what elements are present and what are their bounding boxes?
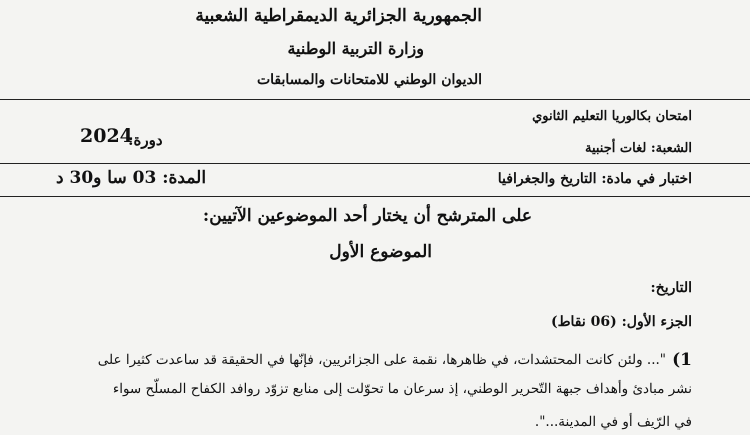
part-heading: الجزء الأول: (06 نقاط) (550, 314, 692, 330)
question-number: 1) (672, 350, 692, 370)
info-divider (0, 163, 750, 164)
quote-line-1: "... ولئن كانت المحتشدات، في ظاهرها، نقمة على الجزائريين، فإنّها في الحقيقة قد ساعدت كثيرا على (97, 352, 666, 368)
session-label: دورة: (128, 131, 163, 149)
quote-line-2: نشر مبادئ وأهداف جبهة التّحرير الوطني، إذ سرعان ما تحوّلت إلى منابع تزوّد روافد الكفاح المسلّح سواء (112, 381, 692, 397)
republic-title: الجمهورية الجزائرية الديمقراطية الشعبية (195, 6, 482, 26)
topic-title: الموضوع الأول (329, 242, 432, 262)
instruction-choose: على المترشح أن يختار أحد الموضوعين الآتيين: (202, 206, 532, 226)
history-heading: التاريخ: (650, 280, 692, 296)
duration: المدة: 03 سا و30 د (56, 168, 207, 188)
branch: الشعبة: لغات أجنبية (584, 141, 692, 156)
subject-divider (0, 196, 750, 197)
session-year: 2024 (80, 125, 133, 147)
ministry-title: وزارة التربية الوطنية (287, 39, 424, 58)
subject: اختبار في مادة: التاريخ والجغرافيا (497, 171, 692, 187)
office-title: الديوان الوطني للامتحانات والمسابقات (256, 72, 482, 88)
quote-line-3: في الرّيف أو في المدينة...". (534, 414, 692, 430)
exam-title: امتحان بكالوريا التعليم الثانوي (532, 109, 692, 124)
header-divider (0, 99, 750, 100)
